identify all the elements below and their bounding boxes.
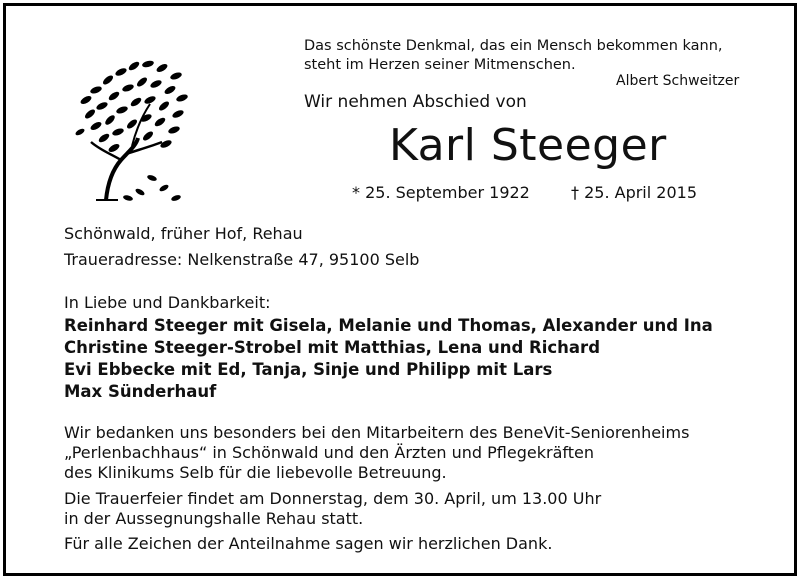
mourner-line: Max Sünderhauf — [64, 382, 217, 401]
obituary-frame — [3, 3, 797, 576]
deceased-name: Karl Steeger — [389, 120, 667, 171]
thanks-line: Wir bedanken uns besonders bei den Mitarbeitern des BeneVit-Seniorenheims — [64, 423, 690, 442]
mourner-line: Reinhard Steeger mit Gisela, Melanie und Thomas, Alexander und Ina — [64, 316, 713, 335]
tree-in-wind-icon — [66, 50, 196, 210]
mourner-line: Christine Steeger-Strobel mit Matthias, Lena und Richard — [64, 338, 601, 357]
birth-date: * 25. September 1922 — [352, 183, 530, 202]
closing-line: Für alle Zeichen der Anteilnahme sagen wir herzlichen Dank. — [64, 534, 553, 553]
mourner-line: Evi Ebbecke mit Ed, Tanja, Sinje und Philipp mit Lars — [64, 360, 553, 379]
quote-line-1: Das schönste Denkmal, das ein Mensch bekommen kann, — [304, 38, 723, 54]
quote-author: Albert Schweitzer — [616, 73, 740, 89]
mourners-list — [64, 315, 713, 403]
quote-line-2: steht im Herzen seiner Mitmenschen. — [304, 57, 576, 73]
thanks-line: des Klinikums Selb für die liebevolle Betreuung. — [64, 463, 447, 482]
mourning-address: Traueradresse: Nelkenstraße 47, 95100 Selb — [64, 250, 420, 269]
place-of-residence: Schönwald, früher Hof, Rehau — [64, 224, 303, 243]
thanks-paragraph — [64, 423, 689, 483]
farewell-heading: Wir nehmen Abschied von — [304, 92, 527, 112]
quote — [304, 37, 754, 75]
funeral-line: Die Trauerfeier findet am Donnerstag, dem 30. April, um 13.00 Uhr — [64, 489, 602, 508]
mourners-intro: In Liebe und Dankbarkeit: — [64, 293, 271, 312]
thanks-line: „Perlenbachhaus“ in Schönwald und den Ärzten und Pflegekräften — [64, 443, 594, 462]
funeral-info — [64, 489, 601, 529]
death-date: † 25. April 2015 — [571, 183, 697, 202]
closing-thanks — [64, 534, 552, 553]
funeral-line: in der Aussegnungshalle Rehau statt. — [64, 509, 364, 528]
